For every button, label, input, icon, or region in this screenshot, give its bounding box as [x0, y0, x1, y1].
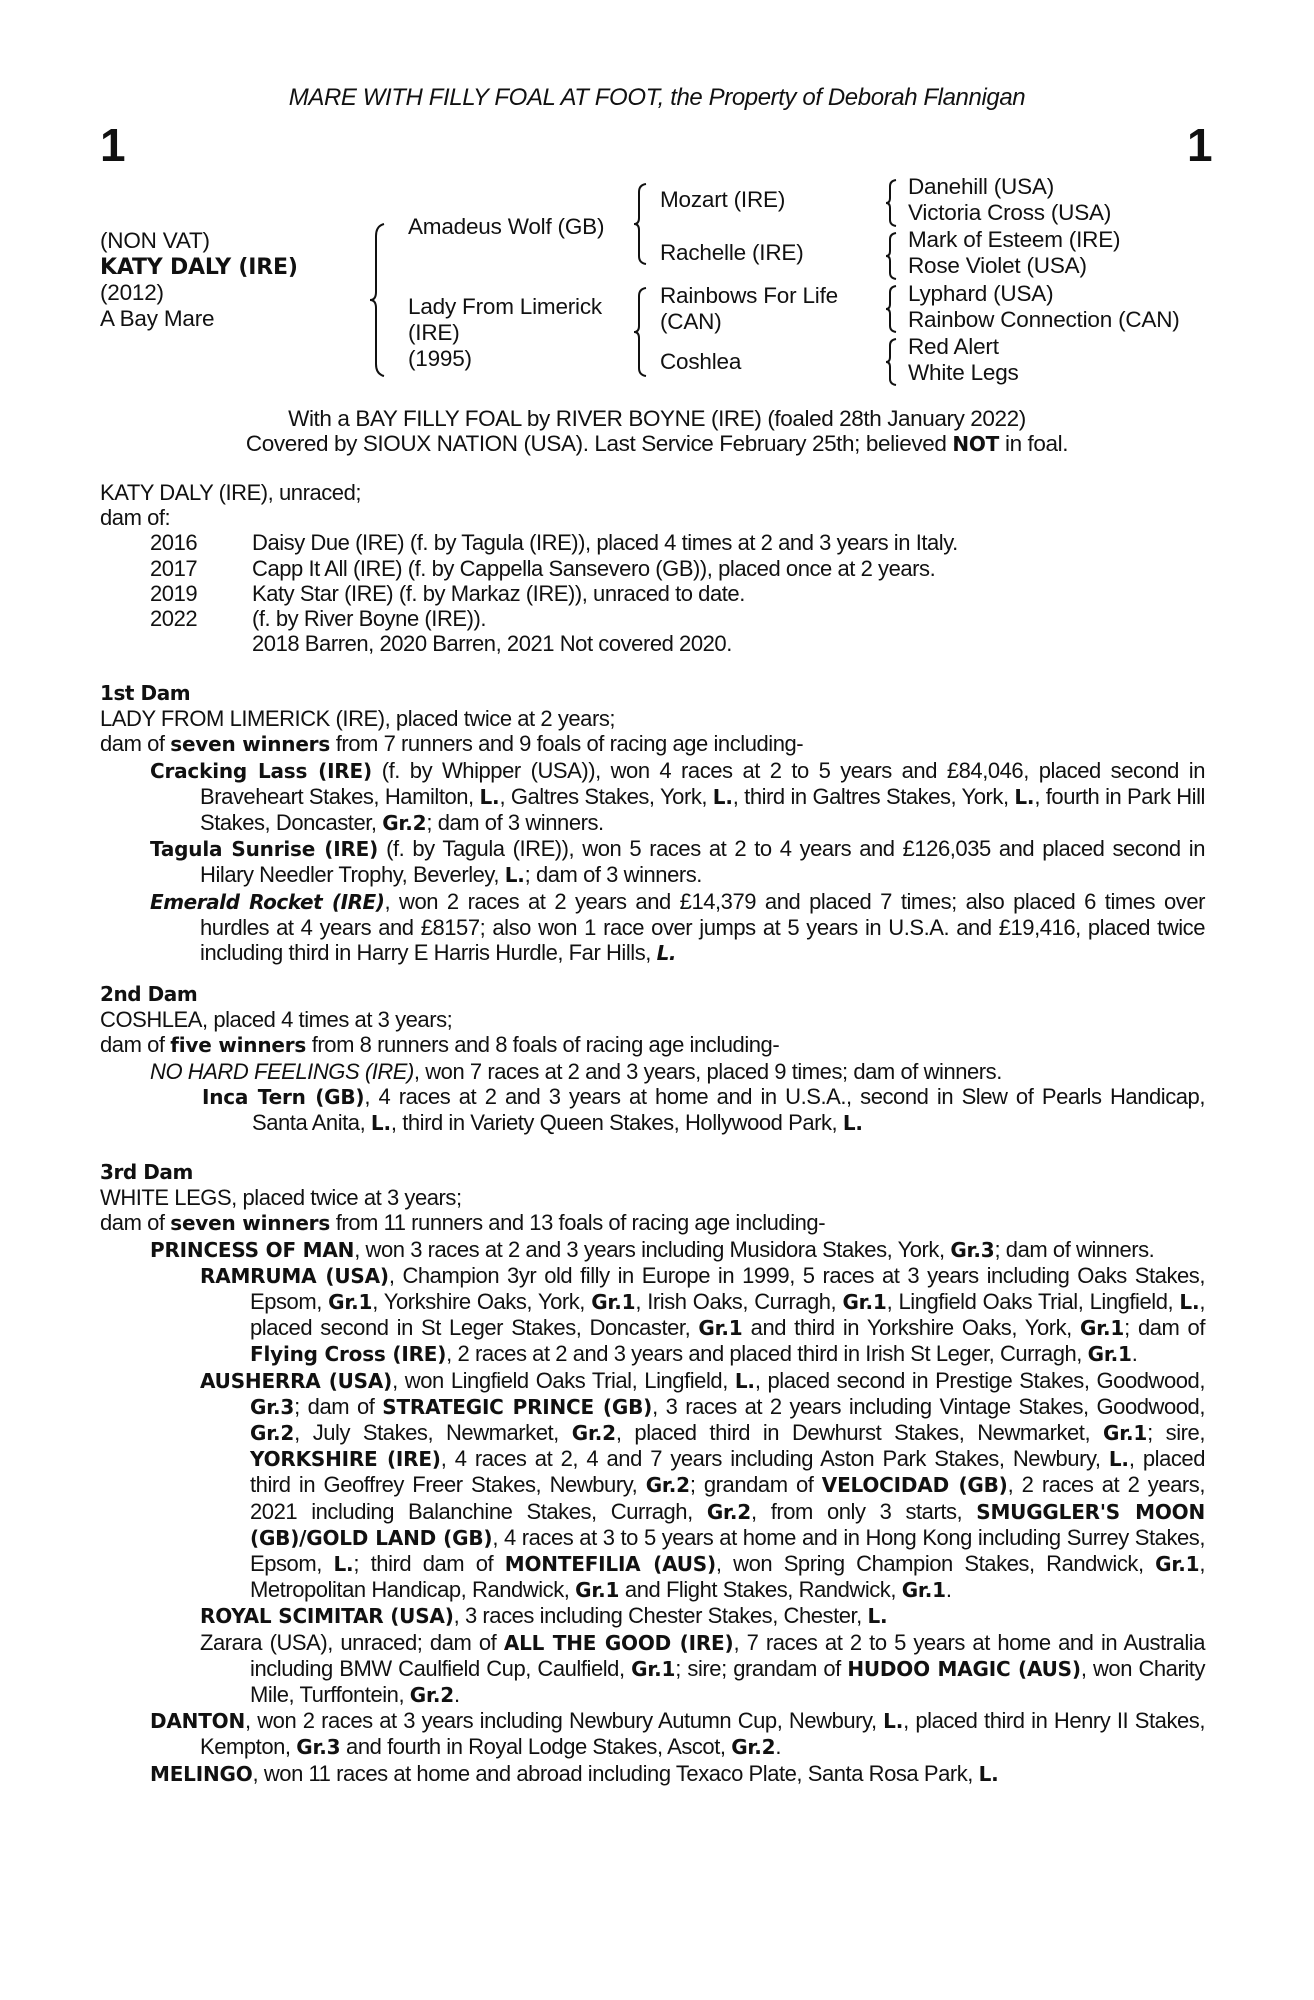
inline-text: .: [1131, 1341, 1138, 1367]
emphasis-text: L.: [370, 1111, 391, 1136]
first-dam-entry-cracking-lass: [150, 758, 1205, 837]
produce-note-row: [100, 631, 1205, 656]
second-dam-entry-no-hard-feelings: [150, 1059, 1205, 1084]
inline-text: , placed third in Geoffrey Freer Stakes, Newbury,: [250, 1446, 1205, 1498]
emphasis-text: HUDOO MAGIC (AUS): [847, 1656, 1081, 1681]
emphasis-text: L.: [1179, 1290, 1200, 1315]
sire-dam: Rachelle (IRE): [660, 240, 804, 265]
pedigree-brace-g3a: [884, 178, 900, 228]
emphasis-text: Inca Tern (GB): [202, 1084, 365, 1109]
pedigree-brace-g3c: [884, 284, 900, 334]
subject-description: A Bay Mare: [100, 306, 215, 331]
emphasis-text: RAMRUMA (USA): [200, 1263, 389, 1288]
foal-note-text: Covered by SIOUX NATION (USA). Last Service February 25th; believed: [245, 431, 953, 456]
dam-sire-line2: (CAN): [660, 309, 722, 334]
first-dam-summary: [100, 731, 1205, 757]
foal-note-text-end: in foal.: [999, 431, 1069, 456]
produce-text: (f. by River Boyne (IRE)).: [252, 606, 487, 632]
inline-text: (f. by Tagula (IRE)), won 5 races at 2 to 4 years and £126,035 and placed second in Hilary Needler Trophy, Beverley,: [200, 836, 1205, 888]
emphasis-text: DANTON: [150, 1709, 246, 1734]
produce-year: 2016: [150, 530, 198, 556]
emphasis-text: VELOCIDAD (GB): [821, 1473, 1008, 1498]
inline-text: , won Charity Mile, Turffontein,: [250, 1655, 1205, 1708]
emphasis-text: Gr.1: [901, 1578, 946, 1603]
emphasis-text: L.: [1014, 784, 1035, 809]
third-dam-intro: WHITE LEGS, placed twice at 3 years;: [100, 1185, 462, 1211]
emphasis-text: Gr.1: [575, 1578, 620, 1603]
produce-item: [100, 606, 1205, 631]
inline-text: , won 2 races at 3 years including Newbury Autumn Cup, Newbury,: [245, 1708, 884, 1734]
third-dam-entry-ramruma: [200, 1263, 1205, 1368]
inline-text: , July Stakes, Newmarket,: [294, 1420, 572, 1446]
inline-text: ; dam of 3 winners.: [524, 862, 702, 888]
page-title: MARE WITH FILLY FOAL AT FOOT, the Property of Deborah Flannigan: [288, 84, 1026, 111]
produce-record: [100, 480, 1205, 656]
inline-text: .: [453, 1682, 460, 1708]
g3-dsd: Rainbow Connection (CAN): [908, 307, 1180, 332]
dam-line1: Lady From Limerick: [408, 294, 602, 319]
produce-dam-of: dam of:: [100, 505, 171, 531]
first-dam-section: [100, 681, 1205, 966]
emphasis-text: Gr.2: [731, 1735, 776, 1760]
produce-text: Daisy Due (IRE) (f. by Tagula (IRE)), placed 4 times at 2 and 3 years in Italy.: [252, 530, 958, 556]
emphasis-text: five winners: [170, 1033, 307, 1058]
emphasis-text: L.: [867, 1604, 888, 1629]
emphasis-text: L.: [656, 941, 677, 966]
inline-text: , won 7 races at 2 and 3 years, placed 9 times; dam of winners.: [413, 1058, 1002, 1084]
emphasis-text: AUSHERRA (USA): [200, 1368, 393, 1393]
emphasis-text: Gr.1: [1102, 1421, 1148, 1446]
inline-text: ; dam of 3 winners.: [426, 810, 604, 836]
inline-text: , placed third in Henry II Stakes, Kempton,: [200, 1708, 1205, 1760]
inline-text: from 8 runners and 8 foals of racing age including-: [306, 1032, 780, 1058]
inline-text: , Galtres Stakes, York,: [499, 783, 713, 809]
lot-number-left: 1: [100, 119, 126, 171]
emphasis-text: seven winners: [170, 732, 331, 757]
emphasis-text: YORKSHIRE (IRE): [250, 1447, 441, 1472]
inline-text: Zarara (USA), unraced; dam of: [200, 1629, 504, 1655]
inline-text: .: [945, 1577, 952, 1603]
subject-name: KATY DALY (IRE): [100, 255, 298, 280]
third-dam-entry-melingo: [150, 1761, 1205, 1787]
inline-text: , won 3 races at 2 and 3 years including Musidora Stakes, York,: [354, 1236, 951, 1262]
emphasis-text: Gr.1: [1087, 1342, 1132, 1367]
dam-line2: (IRE): [408, 320, 460, 345]
sire-sire: Mozart (IRE): [660, 187, 786, 212]
dam-dam: Coshlea: [660, 349, 742, 374]
inline-text: , placed second in Prestige Stakes, Goodwood,: [754, 1367, 1205, 1393]
produce-item: [100, 581, 1205, 606]
second-dam-heading: 2nd Dam: [100, 982, 198, 1006]
emphasis-text: Flying Cross (IRE): [250, 1342, 447, 1367]
g3-ddd: White Legs: [908, 360, 1019, 385]
emphasis-text: L.: [504, 863, 525, 888]
inline-text: , Champion 3yr old filly in Europe in 1999, 5 races at 3 years including Oaks Stakes, Epsom,: [250, 1262, 1205, 1315]
inline-text: , 4 races at 2 and 3 years at home and in U.S.A., second in Slew of Pearls Handicap, Santa Anita,: [252, 1083, 1205, 1136]
inline-text: from 7 runners and 9 foals of racing age including-: [330, 731, 804, 757]
produce-note: 2018 Barren, 2020 Barren, 2021 Not covered 2020.: [252, 631, 732, 657]
emphasis-text: seven winners: [170, 1211, 331, 1236]
third-dam-entry-ausherra: [200, 1368, 1205, 1604]
inline-text: , won 11 races at home and abroad including Texaco Plate, Santa Rosa Park,: [252, 1760, 979, 1786]
inline-text: and fourth in Royal Lodge Stakes, Ascot,: [340, 1734, 732, 1760]
inline-text: ; grandam of: [689, 1472, 822, 1498]
third-dam-entry-royal-scimitar: [200, 1603, 1205, 1629]
emphasis-text: Gr.1: [591, 1290, 636, 1315]
g3-sds: Mark of Esteem (IRE): [908, 227, 1121, 252]
emphasis-text: Gr.3: [296, 1735, 341, 1760]
inline-text: , 3 races at 2 years including Vintage Stakes, Goodwood,: [652, 1393, 1205, 1419]
first-dam-entry-emerald-rocket: [150, 889, 1205, 967]
emphasis-text: L.: [1108, 1447, 1129, 1472]
inline-text: , won Spring Champion Stakes, Randwick,: [715, 1551, 1156, 1577]
inline-text: , won 2 races at 2 years and £14,379 and placed 7 times; also placed 6 times over hurdles at 4 years and £8157; also won 1 race over jumps at 5 years in U.S.A. and £19,416, placed twice including third in Harry E Harris Hurdle, Far Hills,: [200, 888, 1205, 966]
emphasis-text: Tagula Sunrise (IRE): [150, 837, 379, 862]
emphasis-text: L.: [883, 1709, 904, 1734]
sire: Amadeus Wolf (GB): [408, 214, 605, 239]
pedigree-brace-g3d: [884, 337, 900, 387]
second-dam-section: [100, 982, 1205, 1136]
second-dam-entry-inca-tern: [202, 1084, 1205, 1136]
first-dam-heading: 1st Dam: [100, 681, 191, 705]
inline-text: dam of: [100, 1032, 171, 1058]
emphasis-text: Emerald Rocket (IRE): [150, 889, 385, 914]
pedigree-brace-g3b: [884, 231, 900, 281]
second-dam-intro: COSHLEA, placed 4 times at 3 years;: [100, 1007, 453, 1033]
emphasis-text: Gr.1: [1080, 1316, 1125, 1341]
inline-text: and Flight Stakes, Randwick,: [619, 1577, 902, 1603]
produce-item: [100, 556, 1205, 581]
pedigree-brace-main: [368, 222, 390, 378]
inline-text: , fourth in Park Hill Stakes, Doncaster,: [200, 783, 1205, 836]
inline-text: .: [775, 1734, 782, 1760]
emphasis-text: Gr.3: [950, 1237, 995, 1262]
second-dam-summary: [100, 1032, 1205, 1058]
inline-text: , third in Variety Queen Stakes, Hollywood Park,: [390, 1110, 843, 1136]
inline-text: , third in Galtres Stakes, York,: [732, 783, 1015, 809]
inline-text: , Yorkshire Oaks, York,: [372, 1289, 592, 1315]
emphasis-text: Cracking Lass (IRE): [150, 758, 372, 783]
inline-text: ; sire,: [1147, 1420, 1205, 1446]
emphasis-text: Gr.1: [328, 1290, 373, 1315]
emphasis-text: Gr.1: [842, 1290, 887, 1315]
subject-vat: (NON VAT): [100, 228, 210, 253]
inline-text: , 2 races at 2 years, 2021 including Balanchine Stakes, Curragh,: [250, 1472, 1205, 1524]
inline-text: , 7 races at 2 to 5 years at home and in Australia including BMW Caulfield Cup, Caulfield,: [250, 1629, 1206, 1681]
g3-dds: Red Alert: [908, 334, 999, 359]
emphasis-text: L.: [712, 784, 733, 809]
pedigree-brace-sire: [632, 182, 650, 266]
inline-text: ; sire; grandam of: [675, 1655, 848, 1681]
pedigree-brace-dam: [632, 286, 650, 378]
third-dam-entry-princess-of-man: [150, 1237, 1205, 1263]
emphasis-text: Gr.2: [645, 1473, 690, 1498]
inline-text: from 11 runners and 13 foals of racing age including-: [330, 1210, 826, 1236]
third-dam-summary: [100, 1210, 1205, 1236]
g3-sss: Danehill (USA): [908, 174, 1054, 199]
first-dam-entry-tagula-sunrise: [150, 836, 1205, 888]
inline-text: , 4 races at 3 to 5 years at home and in Hong Kong including Surrey Stakes, Epsom,: [250, 1524, 1206, 1577]
first-dam-intro: LADY FROM LIMERICK (IRE), placed twice at 2 years;: [100, 706, 616, 732]
inline-text: ; dam of winners.: [994, 1236, 1155, 1262]
emphasis-text: Gr.1: [698, 1316, 743, 1341]
inline-text: dam of: [100, 1210, 171, 1236]
emphasis-text: SMUGGLER'S MOON (GB)/GOLD LAND (GB): [250, 1499, 1205, 1550]
inline-text: , Lingfield Oaks Trial, Lingfield,: [886, 1289, 1180, 1315]
emphasis-text: Gr.2: [382, 811, 427, 836]
emphasis-text: ROYAL SCIMITAR (USA): [200, 1604, 454, 1629]
inline-text: , placed second in St Leger Stakes, Doncaster,: [250, 1289, 1206, 1341]
produce-year: 2017: [150, 555, 198, 581]
produce-year: 2019: [150, 580, 198, 606]
inline-text: ; third dam of: [353, 1551, 505, 1577]
inline-text: , 3 races including Chester Stakes, Chester,: [453, 1603, 868, 1629]
dam-sire-line1: Rainbows For Life: [660, 283, 838, 308]
emphasis-text: Gr.1: [1155, 1552, 1200, 1577]
g3-dss: Lyphard (USA): [908, 281, 1054, 306]
inline-text: (f. by Whipper (USA)), won 4 races at 2 to 5 years and £84,046, placed second in Braveheart Stakes, Hamilton,: [200, 757, 1205, 809]
emphasis-text: Gr.2: [571, 1421, 616, 1446]
foal-note-line1: With a BAY FILLY FOAL by RIVER BOYNE (IRE) (foaled 28th January 2022): [288, 406, 1026, 431]
third-dam-entry-danton: [150, 1708, 1205, 1760]
inline-text: , from only 3 starts,: [750, 1498, 977, 1524]
third-dam-section: [100, 1160, 1205, 1787]
emphasis-text: ALL THE GOOD (IRE): [503, 1630, 734, 1655]
emphasis-text: Gr.2: [706, 1499, 751, 1524]
foal-note-emphasis: NOT: [952, 432, 1000, 456]
third-dam-heading: 3rd Dam: [100, 1160, 193, 1184]
inline-text: NO HARD FEELINGS (IRE): [150, 1058, 414, 1084]
emphasis-text: L.: [333, 1552, 354, 1577]
foal-note-line2: [0, 431, 1314, 457]
produce-year: 2022: [150, 606, 198, 632]
g3-sdd: Rose Violet (USA): [908, 253, 1087, 278]
produce-item: [100, 530, 1205, 555]
emphasis-text: MONTEFILIA (AUS): [504, 1552, 716, 1577]
produce-text: Katy Star (IRE) (f. by Markaz (IRE)), unraced to date.: [252, 580, 745, 606]
emphasis-text: PRINCESS OF MAN: [150, 1237, 355, 1262]
lot-number-right: 1: [1187, 119, 1213, 171]
emphasis-text: Gr.3: [250, 1394, 295, 1419]
inline-text: , placed third in Dewhurst Stakes, Newmarket,: [615, 1420, 1103, 1446]
inline-text: and third in Yorkshire Oaks, York,: [742, 1315, 1080, 1341]
inline-text: , 2 races at 2 and 3 years and placed third in Irish St Leger, Curragh,: [446, 1341, 1088, 1367]
emphasis-text: Gr.2: [250, 1421, 295, 1446]
inline-text: , 4 races at 2, 4 and 7 years including Aston Park Stakes, Newbury,: [440, 1446, 1109, 1472]
produce-intro: KATY DALY (IRE), unraced;: [100, 480, 362, 505]
produce-text: Capp It All (IRE) (f. by Cappella Sansevero (GB)), placed once at 2 years.: [252, 555, 936, 581]
inline-text: , won Lingfield Oaks Trial, Lingfield,: [392, 1367, 735, 1393]
third-dam-entry-zarara: [200, 1630, 1205, 1709]
emphasis-text: MELINGO: [150, 1761, 253, 1786]
emphasis-text: L.: [479, 784, 500, 809]
inline-text: dam of: [100, 731, 171, 757]
emphasis-text: Gr.2: [409, 1683, 454, 1708]
emphasis-text: L.: [978, 1761, 999, 1786]
emphasis-text: Gr.1: [631, 1656, 676, 1681]
inline-text: , Metropolitan Handicap, Randwick,: [250, 1551, 1205, 1603]
emphasis-text: L.: [842, 1111, 863, 1136]
subject-year: (2012): [100, 280, 164, 305]
inline-text: ; dam of: [294, 1393, 383, 1419]
g3-ssd: Victoria Cross (USA): [908, 200, 1112, 225]
inline-text: ; dam of: [1124, 1315, 1205, 1341]
dam-line3: (1995): [408, 346, 472, 371]
emphasis-text: STRATEGIC PRINCE (GB): [382, 1394, 653, 1419]
emphasis-text: L.: [734, 1368, 755, 1393]
inline-text: , Irish Oaks, Curragh,: [635, 1289, 843, 1315]
